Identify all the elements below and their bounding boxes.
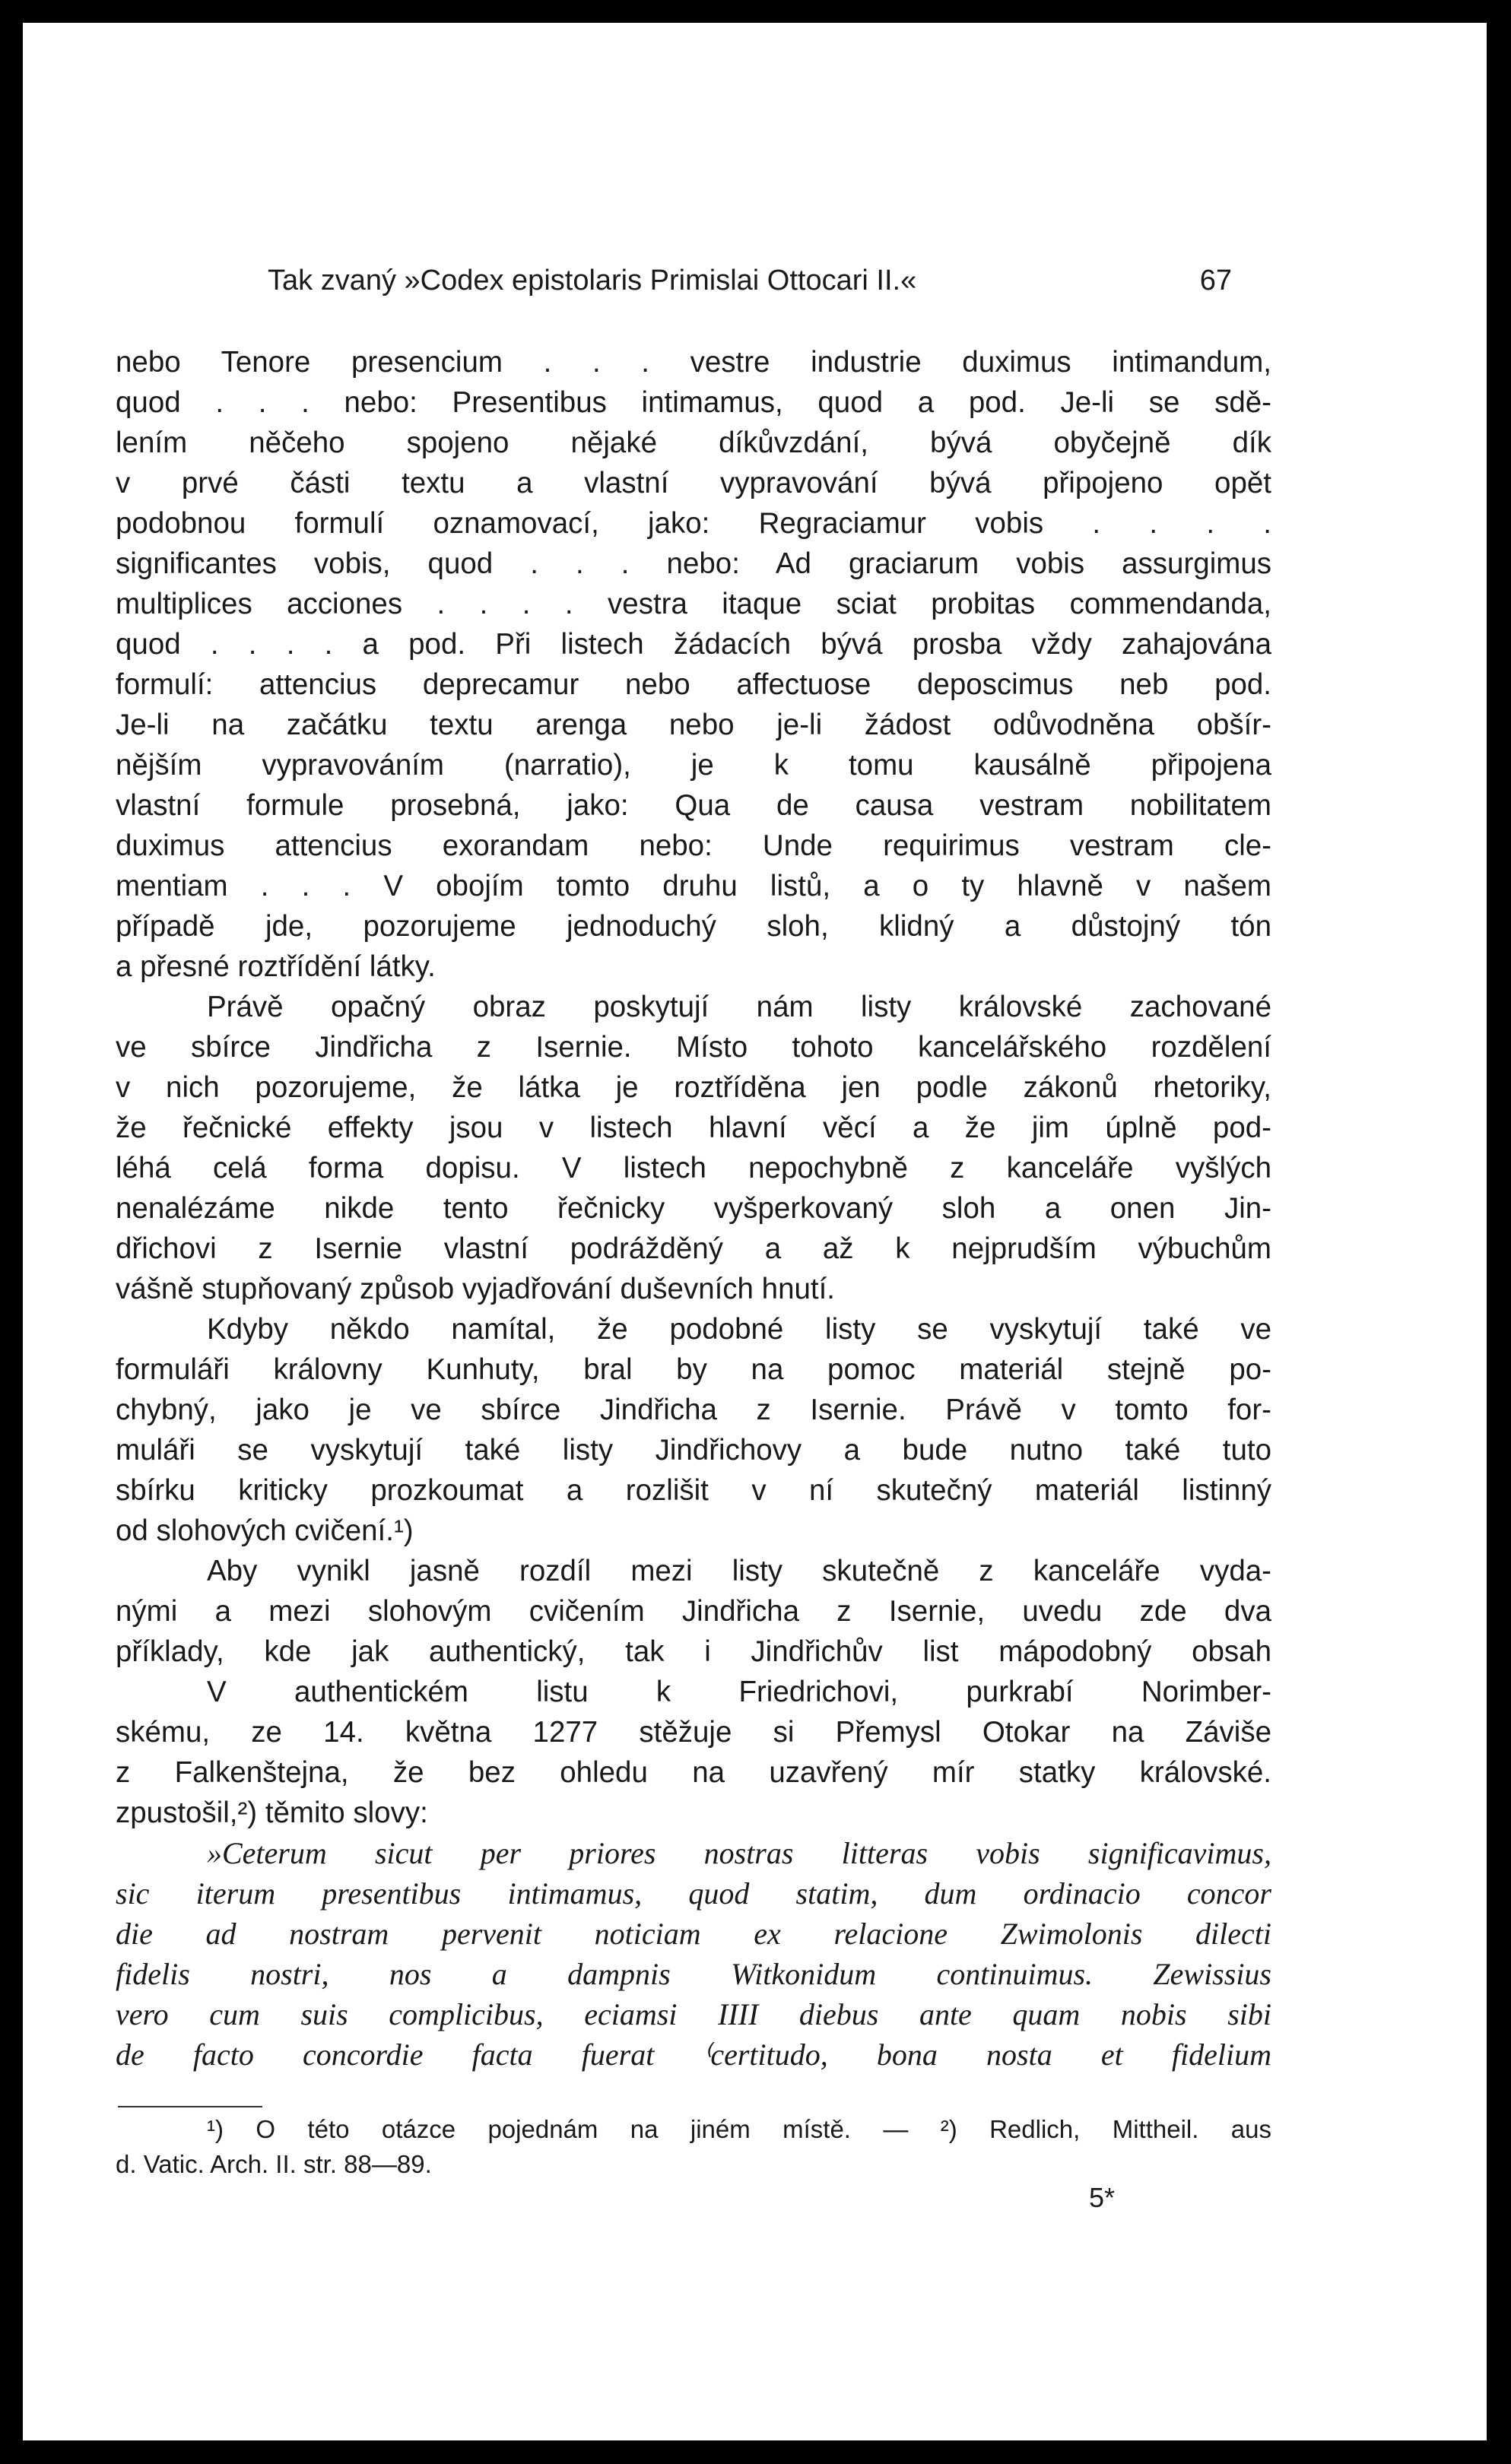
text-line: V authentickém listu k Friedrichovi, purkrabí Norimber-: [207, 1676, 1271, 1708]
text-line: z Falkenštejna, že bez ohledu na uzavřený mír statky královské.: [116, 1756, 1271, 1789]
text-line: chybný, jako je ve sbírce Jindřicha z Isernie. Právě v tomto for-: [116, 1394, 1271, 1426]
text-line: dřichovi z Isernie vlastní podrážděný a až k nejprudším výbuchům: [116, 1232, 1271, 1265]
text-line: nými a mezi slohovým cvičením Jindřicha z Isernie, uvedu zde dva: [116, 1595, 1271, 1628]
text-line: léhá celá forma dopisu. V listech nepochybně z kanceláře vyšlých: [116, 1152, 1271, 1184]
latin-quote: [116, 1833, 1271, 2075]
text-line: formulí: attencius deprecamur nebo affectuose deposcimus neb pod.: [116, 668, 1271, 701]
text-line: muláři se vyskytují také listy Jindřichovy a bude nutno také tuto: [116, 1434, 1271, 1467]
text-line: podobnou formulí oznamovací, jako: Regraciamur vobis . . . .: [116, 507, 1271, 540]
quote-line: die ad nostram pervenit noticiam ex relacione Zwimolonis dilecti: [116, 1917, 1271, 1951]
text-line: Kdyby někdo namítal, že podobné listy se vyskytují také ve: [207, 1313, 1271, 1346]
quote-line: de facto concordie facta fuerat ⁽certitudo, bona nosta et fidelium: [116, 2037, 1271, 2072]
footnote-divider: [118, 2106, 262, 2107]
book-page: [23, 23, 1487, 2440]
text-line: nenalézáme nikde tento řečnicky vyšperkovaný sloh a onen Jin-: [116, 1192, 1271, 1225]
text-line: quod . . . nebo: Presentibus intimamus, quod a pod. Je-li se sdě-: [116, 386, 1271, 419]
footnote-line: ¹) O této otázce pojednám na jiném místě. — ²) Redlich, Mittheil. aus: [207, 2115, 1271, 2143]
text-line: v nich pozorujeme, že látka je roztříděna jen podle zákonů rhetoriky,: [116, 1071, 1271, 1104]
text-line: quod . . . . a pod. Při listech žádacích bývá prosba vždy zahajována: [116, 628, 1271, 661]
text-line: significantes vobis, quod . . . nebo: Ad graciarum vobis assurgimus: [116, 547, 1271, 580]
text-line: od slohových cvičení.¹): [116, 1514, 414, 1547]
text-line: duximus attencius exorandam nebo: Unde requirimus vestram cle-: [116, 829, 1271, 862]
quote-line: vero cum suis complicibus, eciamsi IIII diebus ante quam nobis sibi: [116, 1997, 1271, 2031]
text-line: ve sbírce Jindřicha z Isernie. Místo tohoto kancelářského rozdělení: [116, 1031, 1271, 1064]
text-line: nebo Tenore presencium . . . vestre industrie duximus intimandum,: [116, 346, 1271, 379]
text-line: vášně stupňovaný způsob vyjadřování duševních hnutí.: [116, 1273, 835, 1305]
text-line: příklady, kde jak authentický, tak i Jindřichův list mápodobný obsah: [116, 1635, 1271, 1668]
text-line: případě jde, pozorujeme jednoduchý sloh, klidný a důstojný tón: [116, 910, 1271, 943]
text-line: sbírku kriticky prozkoumat a rozlišit v ní skutečný materiál listinný: [116, 1474, 1271, 1507]
text-line: multiplices acciones . . . . vestra itaque sciat probitas commendanda,: [116, 588, 1271, 620]
printer-signature-mark: 5*: [1089, 2182, 1116, 2213]
text-line: skému, ze 14. května 1277 stěžuje si Přemysl Otokar na Záviše: [116, 1716, 1271, 1749]
quote-line: fidelis nostri, nos a dampnis Witkonidum continuimus. Zewissius: [116, 1957, 1271, 1991]
text-line: Aby vynikl jasně rozdíl mezi listy skutečně z kanceláře vyda-: [207, 1555, 1271, 1587]
text-line: mentiam . . . V obojím tomto druhu listů, a o ty hlavně v našem: [116, 870, 1271, 902]
footnotes: [116, 2112, 1271, 2182]
text-line: Právě opačný obraz poskytují nám listy královské zachované: [207, 991, 1271, 1023]
text-line: v prvé části textu a vlastní vypravování bývá připojeno opět: [116, 467, 1271, 499]
text-line: zpustošil,²) těmito slovy:: [116, 1796, 428, 1829]
text-line: vlastní formule prosebná, jako: Qua de causa vestram nobilitatem: [116, 789, 1271, 822]
text-line: formuláři královny Kunhuty, bral by na pomoc materiál stejně po-: [116, 1353, 1271, 1386]
text-line: lením něčeho spojeno nějaké díkůvzdání, bývá obyčejně dík: [116, 427, 1271, 459]
text-line: a přesné roztřídění látky.: [116, 950, 436, 983]
page-header: [268, 265, 1232, 310]
footnote-line: d. Vatic. Arch. II. str. 88—89.: [116, 2150, 432, 2178]
text-line: Je-li na začátku textu arenga nebo je-li žádost odůvodněna obšír-: [116, 709, 1271, 741]
body-text: [116, 342, 1271, 2075]
text-line: nějším vypravováním (narratio), je k tomu kausálně připojena: [116, 749, 1271, 782]
running-title: Tak zvaný »Codex epistolaris Primislai Ottocari II.«: [268, 265, 917, 297]
quote-line: sic iterum presentibus intimamus, quod statim, dum ordinacio concor: [116, 1876, 1271, 1911]
page-number: 67: [1199, 265, 1232, 297]
quote-line: »Ceterum sicut per priores nostras litteras vobis significavimus,: [207, 1836, 1271, 1870]
text-line: že řečnické effekty jsou v listech hlavní věcí a že jim úplně pod-: [116, 1111, 1271, 1144]
